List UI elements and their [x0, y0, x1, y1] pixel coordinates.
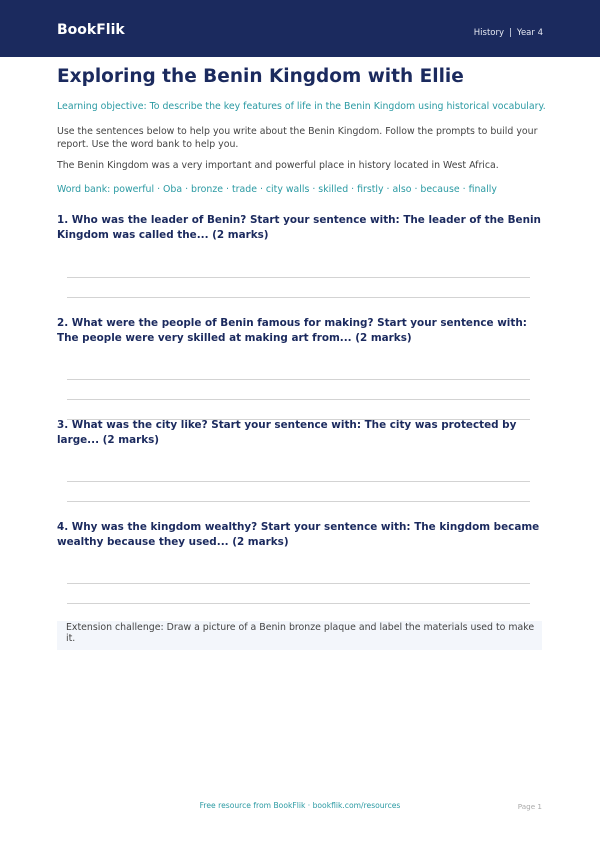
question-1: 1. Who was the leader of Benin? Start your sentence with: The leader of the Benin Kingdom was called the... (2 marks) — [57, 214, 541, 241]
answer-line[interactable] — [67, 583, 530, 584]
answer-line[interactable] — [67, 379, 530, 380]
page-number: Page 1 — [517, 802, 542, 811]
page-title: Exploring the Benin Kingdom with Ellie — [57, 66, 464, 87]
answer-line[interactable] — [67, 399, 530, 400]
intro-fact: The Benin Kingdom was a very important and powerful place in history located in West Africa. — [57, 160, 499, 171]
word-bank: Word bank: powerful · Oba · bronze · trade · city walls · skilled · firstly · also · because · finally — [57, 184, 497, 195]
answer-line[interactable] — [67, 603, 530, 604]
answer-line[interactable] — [67, 481, 530, 482]
subject-label: History — [473, 28, 505, 38]
breadcrumb-separator: | — [509, 28, 512, 38]
breadcrumb — [474, 28, 543, 38]
question-3: 3. What was the city like? Start your sentence with: The city was protected by large... (2 marks) — [57, 419, 517, 446]
footer-link[interactable]: Free resource from BookFlik · bookflik.com/resources — [199, 801, 401, 810]
answer-line[interactable] — [67, 297, 530, 298]
year-label: Year 4 — [516, 28, 543, 38]
question-4: 4. Why was the kingdom wealthy? Start your sentence with: The kingdom became wealthy because they used... (2 marks) — [57, 521, 540, 548]
instructions: Use the sentences below to help you write about the Benin Kingdom. Follow the prompts to build your report. Use the word bank to help you. — [57, 126, 538, 150]
question-2: 2. What were the people of Benin famous for making? Start your sentence with: The people were very skilled at making art from... (2 marks) — [57, 317, 527, 344]
answer-line[interactable] — [67, 277, 530, 278]
learning-objective: Learning objective: To describe the key features of life in the Benin Kingdom using historical vocabulary. — [57, 101, 546, 112]
answer-line[interactable] — [67, 501, 530, 502]
header-bar — [0, 0, 600, 57]
extension-challenge-text: Extension challenge: Draw a picture of a Benin bronze plaque and label the materials used to make it. — [66, 622, 535, 644]
extension-challenge-box — [57, 621, 542, 650]
brand-logo[interactable]: BookFlik — [57, 22, 125, 38]
